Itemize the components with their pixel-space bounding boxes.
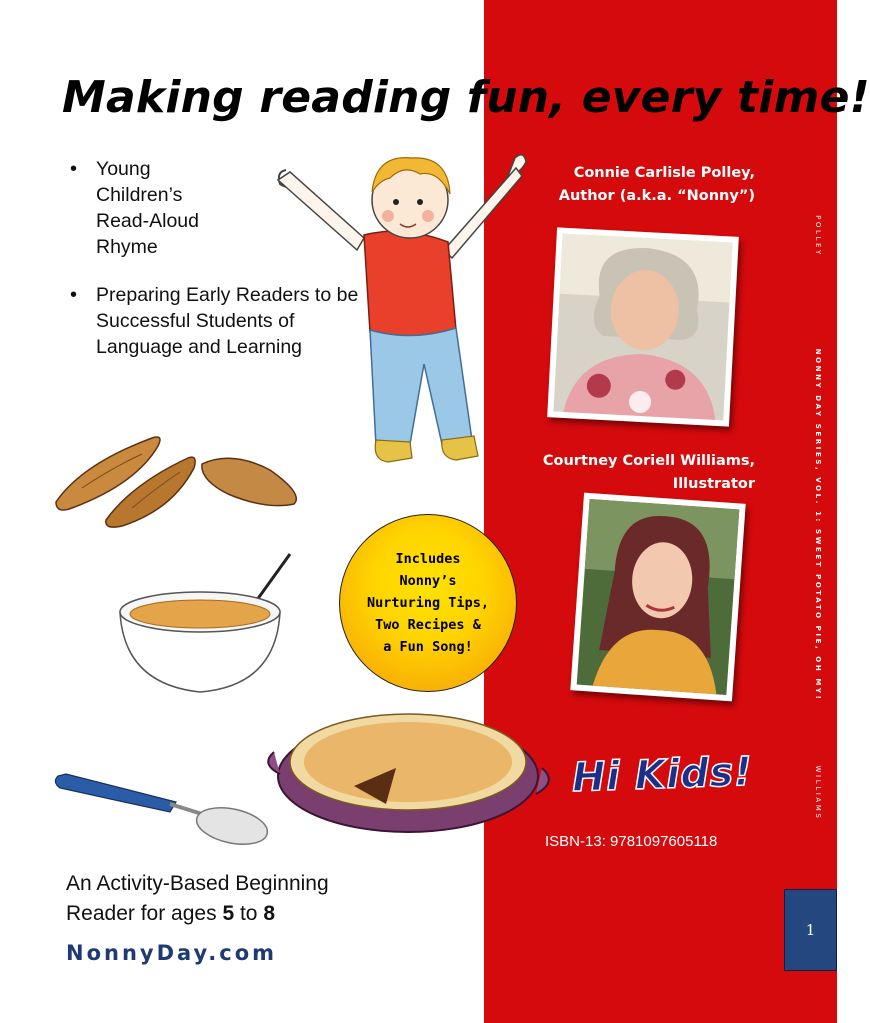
headline-part-1: Making reading fun, <box>62 72 567 123</box>
badge-line: Nurturing Tips, <box>367 595 489 611</box>
author-name: Connie Carlisle Polley, <box>573 165 755 181</box>
badge-line: Includes <box>395 551 461 567</box>
spine-title: NONNY DAY SERIES, VOL. 1: SWEET POTATO PIE, OH MY! <box>814 348 822 702</box>
feature-item: • Young Children’s Read-Aloud Rhyme <box>68 156 238 260</box>
pie-dish-illustration <box>266 692 552 838</box>
badge-line: a Fun Song! <box>383 639 473 655</box>
isbn: ISBN-13: 9781097605118 <box>545 833 718 850</box>
age-max: 8 <box>263 902 275 925</box>
illustrator-role: Illustrator <box>672 476 755 492</box>
illustrator-name: Courtney Coriell Williams, <box>542 453 755 469</box>
tagline-line-2 <box>66 899 329 929</box>
spoon-illustration <box>52 768 272 848</box>
tagline-line-1: An Activity-Based Beginning <box>66 872 329 895</box>
mixing-bowl-whisk-illustration <box>116 548 302 698</box>
features-badge <box>339 514 517 692</box>
website-link[interactable]: NonnyDay.com <box>66 941 278 965</box>
tagline-prefix: Reader for ages <box>66 902 223 925</box>
spine-author: POLLEY <box>814 215 822 257</box>
illustrator-credit <box>495 450 755 496</box>
page-number: 1 <box>784 889 837 971</box>
author-credit <box>505 162 755 208</box>
sweet-potatoes-illustration <box>52 424 308 534</box>
author-photo <box>547 227 739 426</box>
author-role: Author (a.k.a. “Nonny”) <box>558 188 755 204</box>
badge-line: Two Recipes & <box>375 617 481 633</box>
headline-part-2: every time! <box>566 72 870 123</box>
hi-kids-text: Hi Kids! <box>571 748 754 802</box>
spine-illustrator: WILLIAMS <box>814 765 822 821</box>
spine-text <box>806 160 830 860</box>
tagline-mid: to <box>234 902 264 925</box>
illustrator-photo <box>570 493 745 702</box>
feature-item: • Preparing Early Readers to be Successful Students of Language and Learning <box>68 282 368 360</box>
tagline <box>66 869 329 929</box>
headline <box>62 72 870 123</box>
badge-line: Nonny’s <box>399 573 457 589</box>
boy-illustration <box>272 140 532 480</box>
age-min: 5 <box>222 902 235 925</box>
